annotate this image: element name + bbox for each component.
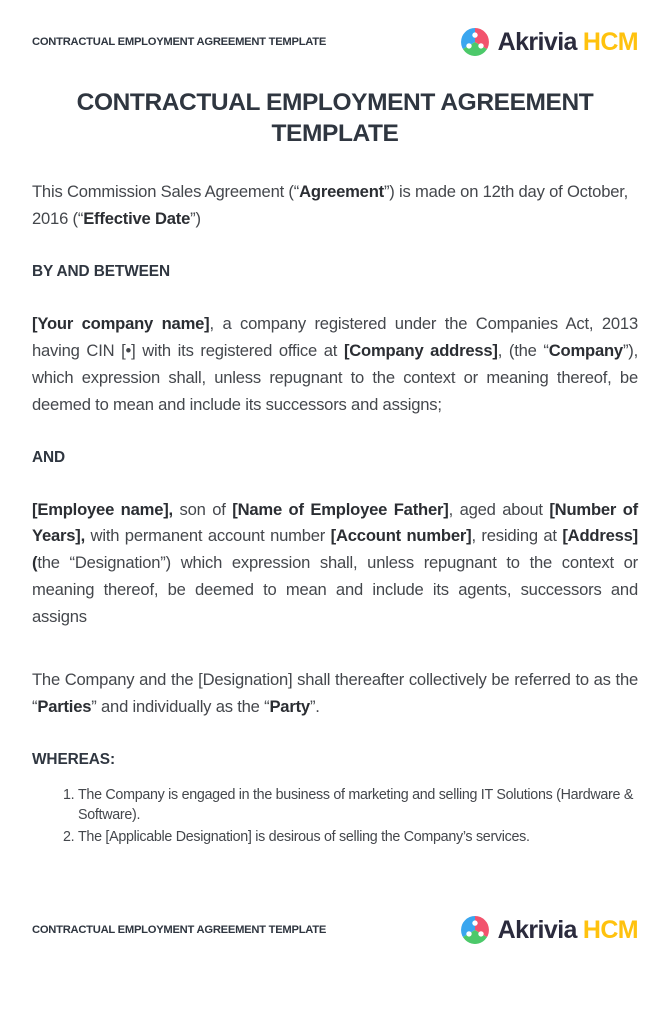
footer-running-title: CONTRACTUAL EMPLOYMENT AGREEMENT TEMPLATE: [32, 924, 327, 936]
parties-text-e: ”.: [309, 696, 320, 716]
logo-wordmark: [497, 27, 638, 56]
parties-paragraph: [32, 667, 638, 721]
spacer: [32, 631, 638, 667]
term-parties: Parties: [37, 696, 92, 716]
spacer: [32, 721, 638, 751]
field-company-address: [Company address]: [343, 340, 498, 360]
page-header: [32, 0, 638, 64]
term-effective-date: Effective Date: [83, 209, 191, 229]
term-company: Company: [548, 340, 623, 360]
field-number-of-years: [Number of Years],: [32, 499, 638, 546]
list-item: 1. The Company is engaged in the business of marketing and selling IT Solutions (Hardware & Software).: [78, 785, 638, 826]
field-account-number: [Account number]: [330, 526, 472, 546]
brand-logo-header: [460, 27, 638, 57]
term-party: Party: [269, 696, 310, 716]
whereas-list: [32, 785, 638, 848]
field-employee-father-name: [Name of Employee Father]: [232, 499, 449, 519]
term-agreement: Agreement: [299, 182, 384, 202]
spacer: [32, 281, 638, 311]
akrivia-pinwheel-icon: [460, 915, 490, 945]
spacer: [32, 233, 638, 263]
field-your-company-name: [Your company name]: [32, 314, 210, 333]
company-text-f: ”), which expression shall, unless repugnant to the context or meaning thereof, be deemed to mean and include its successors and assigns;: [32, 340, 639, 414]
intro-text-e: ”): [190, 209, 201, 229]
heading-whereas: WHEREAS:: [32, 750, 115, 768]
logo-text-hcm: HCM: [582, 27, 638, 56]
employee-text-h: , residing at: [471, 526, 563, 546]
akrivia-pinwheel-icon: [460, 27, 490, 57]
employee-text-b: son of: [172, 499, 233, 519]
intro-text-a: This Commission Sales Agreement (“: [32, 182, 300, 202]
employee-text-d: , aged about: [448, 499, 550, 519]
employee-paragraph: [32, 497, 638, 631]
logo-text-akrivia: Akrivia: [497, 27, 577, 56]
field-employee-name: [Employee name],: [32, 499, 173, 519]
parties-text-c: ” and individually as the “: [91, 696, 270, 716]
intro-paragraph: [32, 179, 638, 233]
spacer: [32, 467, 638, 497]
company-text-b: , a company registered under the Companies Act, 2013 having CIN [•] with its registered office at: [32, 314, 638, 360]
intro-text-c: ”) is made on 12th day of October, 2016 (“: [32, 182, 629, 229]
company-text-d: , (the “: [497, 340, 549, 360]
list-item: 2. The [Applicable Designation] is desirous of selling the Company’s services.: [78, 827, 638, 848]
employee-text-f: with permanent account number: [85, 526, 331, 546]
page-footer: [32, 908, 638, 952]
heading-and: AND: [32, 448, 66, 466]
page-title: CONTRACTUAL EMPLOYMENT AGREEMENT TEMPLATE: [76, 89, 594, 147]
spacer: [32, 419, 638, 449]
brand-logo-footer: [460, 915, 638, 945]
heading-by-and-between: BY AND BETWEEN: [32, 263, 170, 280]
company-paragraph: [32, 311, 638, 419]
logo-text-hcm: HCM: [582, 915, 638, 944]
logo-text-akrivia: Akrivia: [497, 915, 577, 944]
parties-text-a: The Company and the [Designation] shall thereafter collectively be referred to as the “: [32, 669, 638, 716]
field-address: [Address] (: [32, 526, 639, 573]
logo-wordmark: [497, 915, 638, 944]
header-running-title: CONTRACTUAL EMPLOYMENT AGREEMENT TEMPLATE: [32, 36, 327, 48]
employee-text-j: the “Designation”) which expression shall, unless repugnant to the context or meaning thereof, be deemed to mean and include its agents, successors and assigns: [32, 553, 638, 626]
document-body: [32, 179, 638, 848]
